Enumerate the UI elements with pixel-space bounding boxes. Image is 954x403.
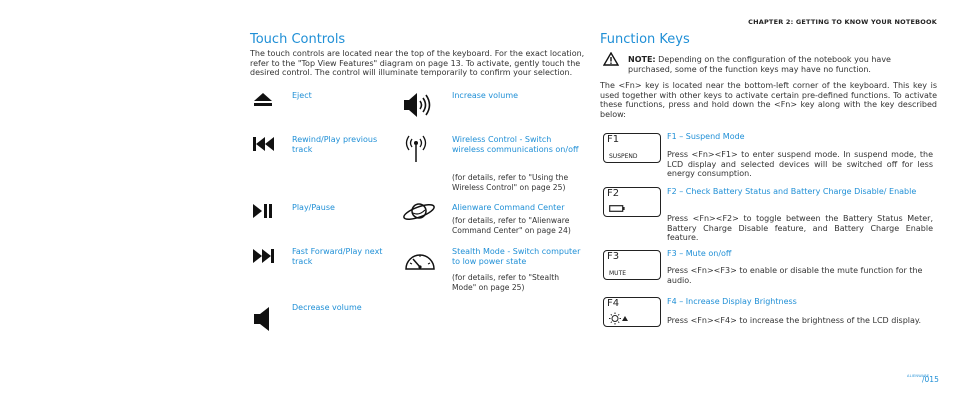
- speedometer-icon: [404, 249, 436, 271]
- f1-key-name: F1: [607, 134, 620, 145]
- alienware-command-center-label: Alienware Command Center: [452, 203, 565, 212]
- f1-title: F1 – Suspend Mode: [667, 132, 745, 141]
- rewind-label: Rewind/Play previous track: [292, 135, 378, 154]
- play-pause-label: Play/Pause: [292, 203, 335, 212]
- alienware-ufo-icon: [402, 201, 436, 223]
- f1-description: Press <Fn><F1> to enter suspend mode. In suspend mode, the LCD display and selected devices will be switched off for less energy consumption.: [667, 150, 933, 178]
- battery-icon: [609, 205, 625, 212]
- function-intro: The <Fn> key is located near the bottom-left corner of the keyboard. This key is used together with other keys to activate certain pre-defined functions. To activate these functions, press and hold down the <Fn> key along with the key described below:: [600, 81, 937, 119]
- fast-forward-icon: [253, 249, 275, 263]
- alienware-command-center-note: (for details, refer to "Alienware Command Center" on page 24): [452, 216, 571, 235]
- f4-key-name: F4: [607, 298, 620, 309]
- f4-description: Press <Fn><F4> to increase the brightness of the LCD display.: [667, 316, 922, 325]
- wireless-antenna-icon: [404, 135, 428, 163]
- f3-description: Press <Fn><F3> to enable or disable the mute function for the audio.: [667, 266, 923, 285]
- f2-title: F2 – Check Battery Status and Battery Charge Disable/ Enable: [667, 187, 917, 196]
- rewind-icon: [253, 137, 275, 151]
- chapter-heading: CHAPTER 2: GETTING TO KNOW YOUR NOTEBOOK: [748, 18, 937, 26]
- wireless-control-note: (for details, refer to "Using the Wireless Control" on page 25): [452, 173, 569, 192]
- f4-key-graphic: [603, 297, 661, 327]
- f2-description: Press <Fn><F2> to toggle between the Battery Status Meter, Battery Charge Disable feature, and Battery Charge Enable feature.: [667, 214, 933, 242]
- stealth-mode-label: Stealth Mode - Switch computer to low power state: [452, 247, 581, 266]
- note-text: Depending on the configuration of the notebook you have purchased, some of the function keys may have no function.: [628, 55, 891, 74]
- stealth-mode-note: (for details, refer to "Stealth Mode" on page 25): [452, 273, 560, 292]
- f3-key-name: F3: [607, 251, 620, 262]
- f2-key-graphic: [603, 187, 661, 217]
- speaker-low-icon: [254, 307, 272, 331]
- f1-key-caption: SUSPEND: [609, 153, 638, 160]
- eject-icon: [253, 92, 273, 108]
- decrease-volume-label: Decrease volume: [292, 303, 362, 312]
- play-pause-icon: [253, 204, 273, 218]
- increase-volume-label: Increase volume: [452, 91, 519, 100]
- eject-label: Eject: [292, 91, 312, 100]
- f2-key-name: F2: [607, 188, 620, 199]
- function-keys-title: Function Keys: [600, 32, 690, 47]
- touch-controls-title: Touch Controls: [250, 32, 346, 47]
- touch-intro: The touch controls are located near the top of the keyboard. For the exact location, refer to the "Top View Features" diagram on page 13. To activate, gently touch the desired control. The control will illuminate temporarily to confirm your selection.: [250, 49, 585, 77]
- speaker-high-icon: [404, 92, 432, 118]
- page-number: /015: [922, 375, 939, 384]
- f4-title: F4 – Increase Display Brightness: [667, 297, 797, 306]
- wireless-control-label: Wireless Control - Switch wireless communications on/off: [452, 135, 579, 154]
- brightness-up-icon: [608, 312, 630, 325]
- f3-title: F3 – Mute on/off: [667, 249, 732, 258]
- note-label: NOTE:: [628, 55, 656, 64]
- f3-key-graphic: [603, 250, 661, 280]
- warning-icon: [603, 52, 619, 66]
- alienware-logo: ALIENWARE: [907, 374, 930, 378]
- fast-forward-label: Fast Forward/Play next track: [292, 247, 383, 266]
- f1-key-graphic: [603, 133, 661, 163]
- note: [628, 55, 936, 74]
- f3-key-caption: MUTE: [609, 270, 627, 277]
